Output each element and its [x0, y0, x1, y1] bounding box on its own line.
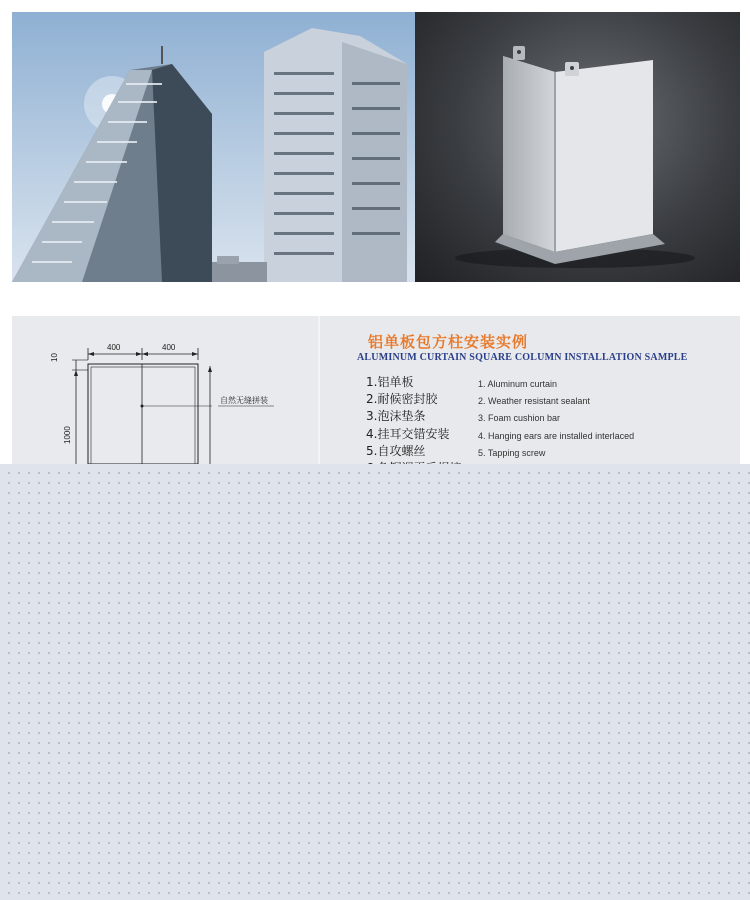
list-item: 4. Hanging ears are installed interlaced: [478, 430, 635, 441]
list-item: 2.耐候密封胶: [366, 392, 438, 407]
spec-section: [12, 316, 740, 464]
dim-top-left: 400: [107, 343, 121, 352]
list-item: 2. Weather resistant sealant: [478, 396, 590, 407]
dotted-placeholder-area: [0, 464, 750, 900]
installation-legend: [320, 316, 740, 464]
list-item: 4.挂耳交错安装: [366, 426, 450, 441]
dim-top-right: 400: [162, 343, 176, 352]
dim-gap: 10: [50, 353, 59, 362]
title-english: ALUMINUM CURTAIN SQUARE COLUMN INSTALLATION SAMPLE: [357, 352, 688, 363]
list-item: 3.泡沫垫条: [366, 409, 426, 424]
dim-height: 1000: [63, 426, 72, 444]
list-item: 3. Foam cushion bar: [478, 413, 561, 424]
list-item: 1. Aluminum curtain: [478, 379, 558, 389]
chinese-item-list: [366, 374, 461, 477]
dimension-drawing: [12, 316, 320, 464]
list-item: 1.铝单板: [366, 375, 414, 389]
seamless-note: 自然无缝拼装: [220, 396, 268, 405]
title-chinese: 铝单板包方柱安装实例: [368, 333, 529, 351]
aluminum-panel-photo: [415, 12, 740, 282]
photo-strip: [12, 12, 740, 282]
list-item: 5. Tapping screw: [478, 447, 546, 458]
skyscraper-photo: [12, 12, 415, 282]
list-item: 5.自攻螺丝: [366, 443, 426, 458]
